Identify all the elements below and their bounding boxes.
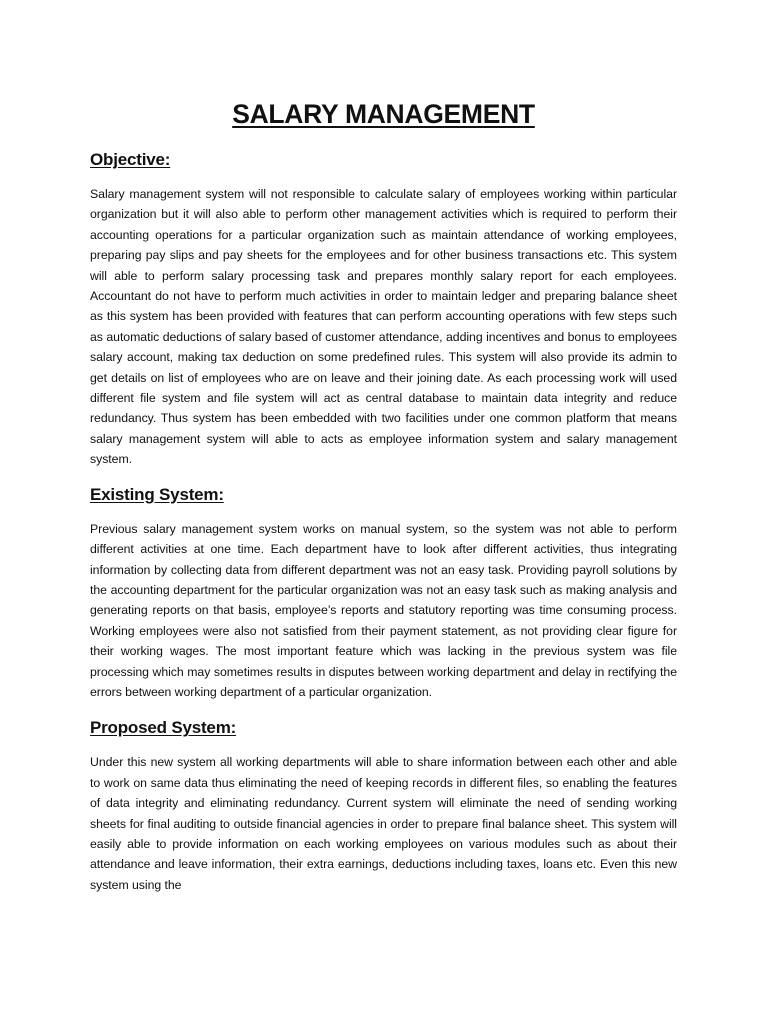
section-heading-existing-system: Existing System: — [90, 484, 224, 504]
section-body-objective: Salary management system will not responsible to calculate salary of employees working within particular organization but it will also able to perform other management activities which is required to perform their accounting operations for a particular organization such as maintain attendance of working employees, preparing pay slips and pay sheets for the employees and for other business transactions etc. This system will able to perform salary processing task and prepares monthly salary report for each employees. Accountant do not have to perform much activities in order to maintain ledger and preparing balance sheet as this system has been provided with features that can perform accounting operations with few steps such as automatic deductions of salary based of customer attendance, adding incentives and bonus to employees salary account, making tax deduction on some predefined rules. This system will also provide its admin to get details on list of employees who are on leave and their joining date. As each processing work will used different file system and file system will act as central database to maintain data integrity and reduce redundancy. Thus system has been embedded with two facilities under one common platform that means salary management system will able to acts as employee information system and salary management system. — [90, 187, 677, 467]
section-body-proposed-system: Under this new system all working departments will able to share information between each other and able to work on same data thus eliminating the need of keeping records in different files, so enabling the features of data integrity and eliminating redundancy. Current system will eliminate the need of sending working sheets for final auditing to outside financial agencies in order to prepare final balance sheet. This system will easily able to provide information on each working employees on various modules such as about their attendance and leave information, their extra earnings, deductions including taxes, loans etc. Even this new system using the — [90, 755, 677, 892]
section-existing-system — [90, 483, 677, 703]
document-title: SALARY MANAGEMENT — [232, 99, 535, 129]
document-page — [90, 96, 677, 895]
section-heading-objective: Objective: — [90, 150, 171, 169]
section-heading-proposed-system: Proposed System: — [90, 718, 237, 738]
section-proposed-system — [90, 716, 677, 895]
section-objective — [90, 148, 677, 470]
section-body-existing-system: Previous salary management system works on manual system, so the system was not able to perform different activities at one time. Each department have to look after different activities, thus integrating information by collecting data from different department was not an easy task. Providing payroll solutions by the accounting department for the particular organization was not an easy task such as making analysis and generating reports on that basis, employee’s reports and statutory reporting was time consuming process. Working employees were also not satisfied from their payment statement, as not providing clear figure for their working wages. The most important feature which was lacking in the previous system was file processing which may sometimes results in disputes between working department and delay in rectifying the errors between working department of a particular organization. — [90, 521, 677, 699]
